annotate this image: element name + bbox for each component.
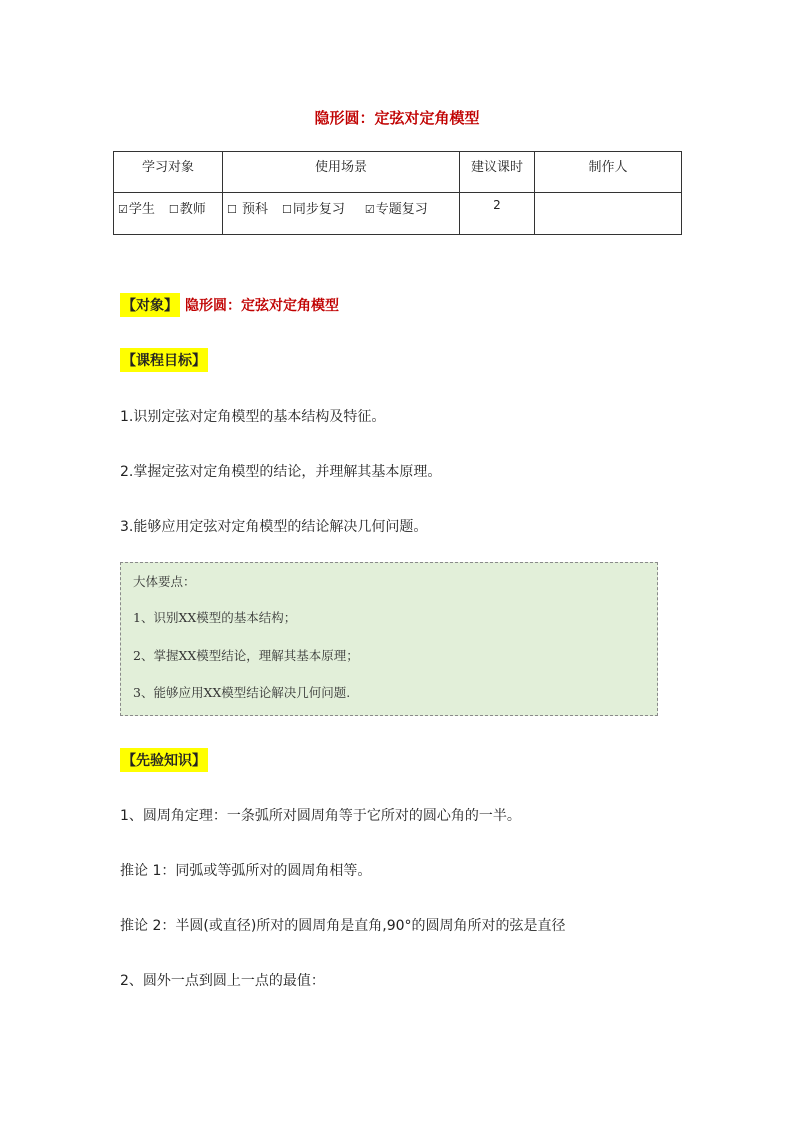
author-value	[535, 193, 682, 235]
scene-topic-review-label: 专题复习	[375, 202, 428, 217]
scene-preview-checkbox[interactable]	[227, 202, 268, 217]
key-point-item-2: 2、掌握XX模型结论，理解其基本原理；	[133, 648, 359, 663]
prior-item-4: 2、圆外一点到圆上一点的最值：	[120, 973, 325, 989]
goal-item-3: 3.能够应用定弦对定角模型的结论解决几何问题。	[120, 519, 428, 535]
prior-item-2: 推论 1：同弧或等弧所对的圆周角相等。	[120, 863, 372, 879]
goals-section-tag: 【课程目标】	[120, 348, 208, 372]
key-points-box	[120, 562, 658, 716]
goal-item-1: 1.识别定弦对定角模型的基本结构及特征。	[120, 409, 386, 425]
scene-sync-review-checkbox[interactable]	[282, 202, 345, 217]
scene-cell	[223, 193, 460, 235]
audience-cell	[114, 193, 223, 235]
checkbox-checked-icon: ☑	[364, 203, 375, 216]
checkbox-unchecked-icon: ☐	[227, 203, 237, 216]
header-author: 制作人	[535, 152, 682, 193]
prior-item-3: 推论 2：半圆(或直径)所对的圆周角是直角,90°的圆周角所对的弦是直径	[120, 918, 566, 934]
checkbox-unchecked-icon: ☐	[168, 203, 179, 216]
prior-item-1: 1、圆周角定理：一条弧所对圆周角等于它所对的圆心角的一半。	[120, 808, 521, 824]
scene-sync-review-label: 同步复习	[292, 202, 345, 217]
key-point-item-1: 1、识别XX模型的基本结构；	[133, 610, 297, 625]
object-section-tag: 【对象】	[120, 293, 180, 317]
header-hours: 建议课时	[460, 152, 535, 193]
goal-item-2: 2.掌握定弦对定角模型的结论，并理解其基本原理。	[120, 464, 442, 480]
checkbox-checked-icon: ☑	[118, 203, 128, 216]
info-table-value-row	[114, 193, 682, 235]
audience-teacher-checkbox[interactable]	[169, 202, 206, 217]
header-scene: 使用场景	[223, 152, 460, 193]
info-table-header-row	[114, 152, 682, 193]
scene-topic-review-checkbox[interactable]	[365, 202, 428, 217]
checkbox-unchecked-icon: ☐	[282, 203, 292, 216]
hours-value: 2	[460, 193, 535, 235]
header-audience: 学习对象	[114, 152, 223, 193]
scene-preview-label: 预科	[237, 202, 269, 217]
page-title: 隐形圆：定弦对定角模型	[314, 109, 480, 127]
prior-knowledge-section-tag: 【先验知识】	[120, 748, 208, 772]
audience-student-checkbox[interactable]	[118, 202, 155, 217]
key-point-item-3: 3、能够应用XX模型结论解决几何问题.	[133, 685, 351, 700]
audience-student-label: 学生	[128, 202, 155, 217]
audience-teacher-label: 教师	[179, 202, 206, 217]
info-table	[113, 151, 682, 235]
object-section-title: 隐形圆：定弦对定角模型	[185, 298, 339, 314]
key-points-heading: 大体要点：	[133, 574, 196, 589]
